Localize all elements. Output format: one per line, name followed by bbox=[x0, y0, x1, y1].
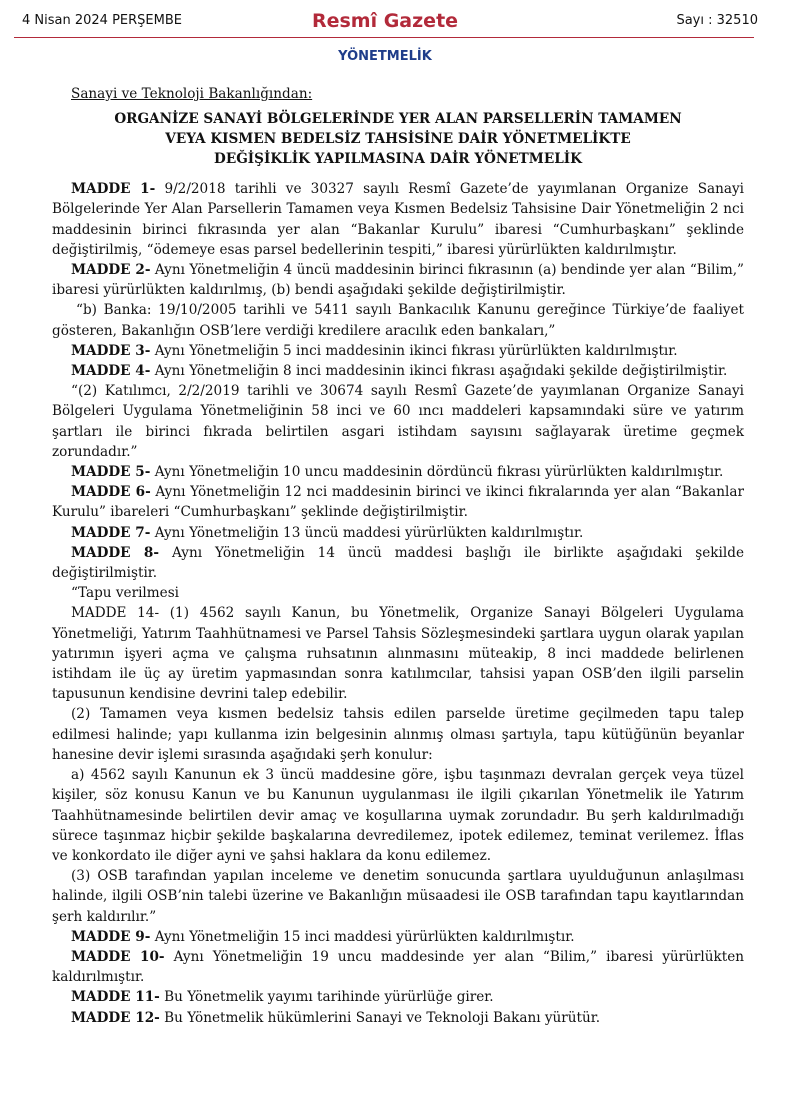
article-paragraph bbox=[52, 543, 744, 583]
paragraph-text: “b) Banka: 19/10/2005 tarihli ve 5411 sayılı Bankacılık Kanunu gereğince Türkiye’de faaliyet gösteren, Bakanlığın OSB’lere verdiği kredilere aracılık eden bankaları,” bbox=[52, 302, 744, 339]
paragraph-text: Aynı Yönetmeliğin 5 inci maddesinin ikinci fıkrası yürürlükten kaldırılmıştır. bbox=[150, 342, 678, 359]
paragraph-text: MADDE 14- (1) 4562 sayılı Kanun, bu Yönetmelik, Organize Sanayi Bölgeleri Uygulama Yönetmeliği, Yatırım Taahhütnamesi ve Parsel Tahsis Sözleşmesindeki şartlara uygun olarak yapılan yatırımın işyeri açma ve çalışma ruhsatının alınmasını müteakip, 8 inci maddede belirlenen istihdam ile üç ay üretim yapmasından sonra katılımcılar, tahsisi yapan OSB’den ilgili parselin tapusunun kendisine devrini talep edebilir. bbox=[52, 605, 744, 703]
paragraph bbox=[52, 765, 744, 866]
title-line: DEĞİŞİKLİK YAPILMASINA DAİR YÖNETMELİK bbox=[214, 151, 582, 168]
paragraph-text: Aynı Yönetmeliğin 8 inci maddesinin ikinci fıkrası aşağıdaki şekilde değiştirilmiştir. bbox=[150, 363, 728, 380]
paragraph bbox=[52, 603, 744, 704]
article-number: MADDE 1- bbox=[71, 181, 156, 198]
article-number: MADDE 2- bbox=[71, 262, 151, 279]
paragraph-text: a) 4562 sayılı Kanunun ek 3 üncü maddesine göre, işbu taşınmazı devralan gerçek veya tüzel kişiler, söz konusu Kanun ve bu Kanunun uygulanması ile ilgili çıkarılan Yönetmelik ile Yatırım Taahhütnamesinde belirtilen devir amaç ve koşullarına uymak zorundadır. Bu şerh kaldırılmadığı sürece taşınmaz hiçbir şekilde başkalarına devredilemez, ipotek edilemez, teminat verilemez. İflas ve konkordato ile diğer ayni ve şahsi haklara da konu edilemez. bbox=[52, 767, 744, 864]
title-line: VEYA KISMEN BEDELSİZ TAHSİSİNE DAİR YÖNETMELİKTE bbox=[165, 131, 631, 148]
articles bbox=[52, 179, 744, 1028]
paragraph bbox=[52, 866, 744, 927]
article-paragraph bbox=[52, 341, 744, 361]
paragraph-text: Aynı Yönetmeliğin 13 üncü maddesi yürürlükten kaldırılmıştır. bbox=[150, 524, 584, 541]
article-number: MADDE 6- bbox=[71, 484, 151, 501]
paragraph-text: Bu Yönetmelik yayımı tarihinde yürürlüğe girer. bbox=[159, 989, 494, 1006]
paragraph bbox=[52, 583, 744, 603]
article-number: MADDE 10- bbox=[71, 948, 165, 965]
article-paragraph bbox=[52, 523, 744, 543]
paragraph-text: Aynı Yönetmeliğin 12 nci maddesinin birinci ve ikinci fıkralarında yer alan “Bakanlar Kurulu” ibareleri “Cumhurbaşkanı” şeklinde değiştirilmiştir. bbox=[52, 484, 744, 521]
paragraph-text: Aynı Yönetmeliğin 14 üncü maddesi başlığı ile birlikte aşağıdaki şekilde değiştirilmiştir. bbox=[52, 544, 744, 582]
issue-number: Sayı : 32510 bbox=[676, 13, 758, 28]
paragraph-text: “Tapu verilmesi bbox=[71, 585, 180, 602]
article-paragraph bbox=[52, 482, 744, 522]
article-paragraph bbox=[52, 462, 744, 482]
paragraph-text: (3) OSB tarafından yapılan inceleme ve denetim sonucunda şartlara uyulduğunun anlaşılması halinde, ilgili OSB’nin talebi üzerine ve Bakanlığın müsaadesi ile OSB tarafından tapu kayıtlarından şerh kaldırılır.” bbox=[52, 868, 744, 925]
paragraph-text: Aynı Yönetmeliğin 10 uncu maddesinin dördüncü fıkrası yürürlükten kaldırılmıştır. bbox=[150, 464, 724, 481]
article-number: MADDE 7- bbox=[71, 524, 151, 541]
paragraph-text: Aynı Yönetmeliğin 4 üncü maddesinin birinci fıkrasının (a) bendinde yer alan “Bilim,” ibaresi yürürlükten kaldırılmış, (b) bendi aşağıdaki şekilde değiştirilmiştir. bbox=[52, 262, 744, 299]
section-heading: YÖNETMELİK bbox=[338, 49, 432, 64]
article-paragraph bbox=[52, 361, 744, 381]
paragraph bbox=[52, 300, 744, 340]
gazette-header bbox=[0, 0, 800, 40]
paragraph-text: Aynı Yönetmeliğin 15 inci maddesi yürürlükten kaldırılmıştır. bbox=[150, 928, 575, 945]
article-paragraph bbox=[52, 927, 744, 947]
article-number: MADDE 9- bbox=[71, 928, 151, 945]
header-divider bbox=[14, 37, 754, 38]
article-number: MADDE 5- bbox=[71, 464, 151, 481]
paragraph-text: 9/2/2018 tarihli ve 30327 sayılı Resmî Gazete’de yayımlanan Organize Sanayi Bölgelerinde Yer Alan Parsellerin Tamamen veya Kısmen Bedelsiz Tahsisine Dair Yönetmeliğin 2 nci maddesinin birinci fıkrasında yer alan “Bakanlar Kurulu” ibaresi “Cumhurbaşkanı” şeklinde değiştirilmiş, “ödemeye esas parsel bedellerinin tespiti,” ibaresi yürürlükten kaldırılmıştır. bbox=[52, 181, 744, 258]
paragraph-text: “(2) Katılımcı, 2/2/2019 tarihli ve 30674 sayılı Resmî Gazete’de yayımlanan Organize Sanayi Bölgeleri Uygulama Yönetmeliğinin 58 inci ve 60 ıncı maddeleri kapsamındaki süre ve yatırım şartları ile birinci fıkrada belirtilen asgari istihdam sayısını sağlayarak üretime geçmek zorundadır.” bbox=[52, 383, 744, 460]
paragraph bbox=[52, 381, 744, 462]
article-paragraph bbox=[52, 260, 744, 300]
document-body bbox=[0, 84, 800, 1028]
regulation-title bbox=[52, 109, 744, 169]
article-number: MADDE 8- bbox=[71, 544, 160, 561]
paragraph bbox=[52, 704, 744, 765]
paragraph-text: Bu Yönetmelik hükümlerini Sanayi ve Teknoloji Bakanı yürütür. bbox=[159, 1009, 601, 1026]
article-number: MADDE 4- bbox=[71, 363, 151, 380]
title-line: ORGANİZE SANAYİ BÖLGELERİNDE YER ALAN PARSELLERİN TAMAMEN bbox=[114, 111, 682, 128]
article-number: MADDE 3- bbox=[71, 342, 151, 359]
paragraph-text: Aynı Yönetmeliğin 19 uncu maddesinde yer alan “Bilim,” ibaresi yürürlükten kaldırılmıştır. bbox=[52, 948, 744, 986]
article-paragraph bbox=[52, 947, 744, 987]
issue-date: 4 Nisan 2024 PERŞEMBE bbox=[22, 13, 182, 28]
paragraph-text: (2) Tamamen veya kısmen bedelsiz tahsis edilen parselde üretime geçilmeden tapu talep edilmesi halinde; yapı kullanma izin belgesinin alınmış olması şartıyla, tapu kütüğünün beyanlar hanesine devir işlemi sırasında aşağıdaki şerh konulur: bbox=[52, 706, 744, 763]
article-number: MADDE 12- bbox=[71, 1009, 160, 1026]
article-number: MADDE 11- bbox=[71, 989, 160, 1006]
article-paragraph bbox=[52, 987, 744, 1007]
gazette-title: Resmî Gazete bbox=[311, 10, 459, 32]
article-paragraph bbox=[52, 179, 744, 260]
article-paragraph bbox=[52, 1008, 744, 1028]
ministry-line: Sanayi ve Teknoloji Bakanlığından: bbox=[71, 86, 313, 102]
